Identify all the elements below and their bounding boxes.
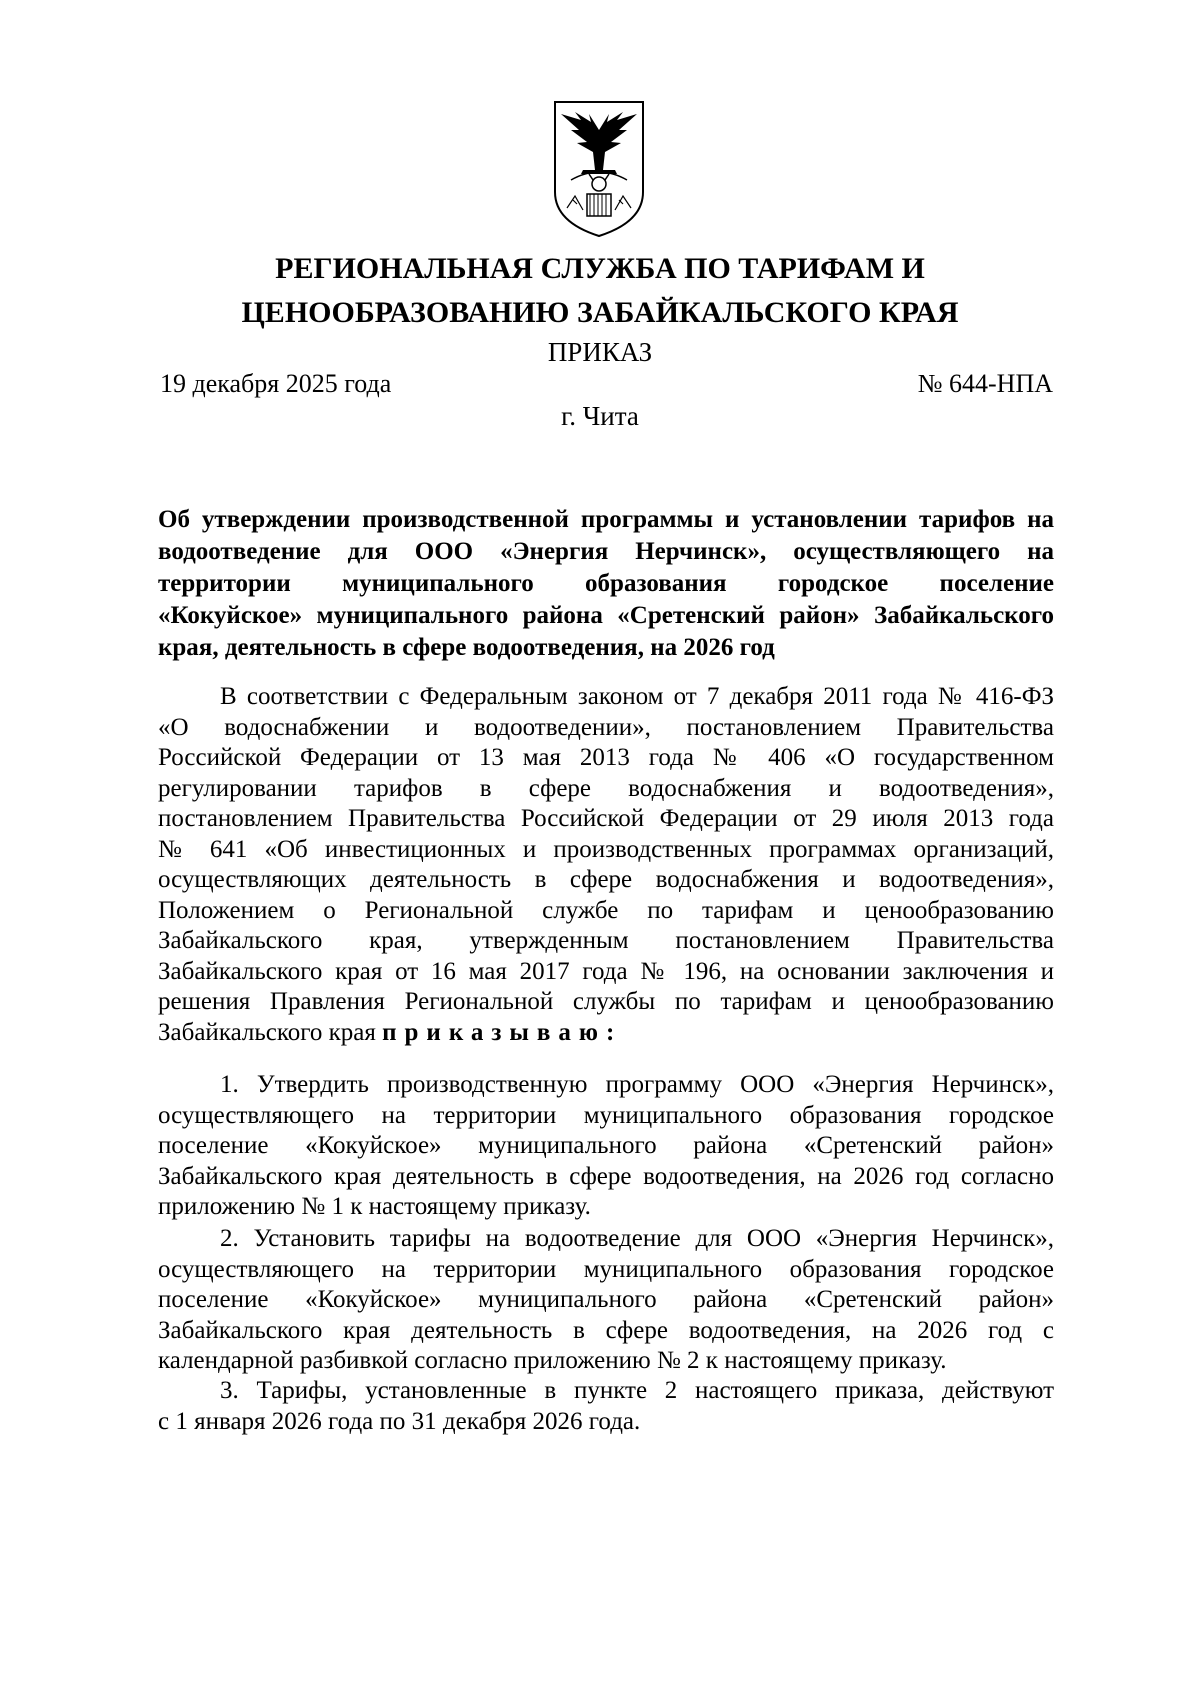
order-item-3 [158,1376,1054,1437]
subject-line: Об утверждении производственной программы и установлении тарифов на [158,506,1054,533]
preamble-line: регулировании тарифов в сфере водоснабжения и водоотведения», [158,774,1054,802]
item-line: с 1 января 2026 года по 31 декабря 2026 года. [158,1407,641,1435]
preamble-line: решения Правления Региональной службы по тарифам и ценообразованию [158,988,1054,1015]
item-line: поселение «Кокуйское» муниципального района «Сретенский район» [158,1132,1054,1159]
preamble-line: В соответствии с Федеральным законом от 7 декабря 2011 года № 416-ФЗ [220,683,1054,710]
item-line: Забайкальского края деятельность в сфере водоотведения, на 2026 год с [158,1316,1054,1344]
item-line: Забайкальского края деятельность в сфере водоотведения, на 2026 год согласно [158,1162,1054,1190]
item-line: 1. Утвердить производственную программу ООО «Энергия Нерчинск», [220,1071,1054,1098]
document-date: 19 декабря 2025 года [160,369,392,398]
subject-line: края, деятельность в сфере водоотведения, на 2026 год [158,634,775,661]
preamble-line: Российской Федерации от 13 мая 2013 года № 406 «О государственном [158,744,1054,771]
order-word: приказываю: [382,1018,623,1046]
document-number: № 644-НПА [917,369,1053,398]
preamble-line: осуществляющих деятельность в сфере водоснабжения и водоотведения», [158,866,1054,893]
preamble-line [158,1018,1054,1049]
item-line: 3. Тарифы, установленные в пункте 2 настоящего приказа, действуют [220,1377,1054,1404]
agency-title-line: РЕГИОНАЛЬНАЯ СЛУЖБА ПО ТАРИФАМ И [275,252,925,285]
item-line: приложению № 1 к настоящему приказу. [158,1193,591,1220]
preamble-line: «О водоснабжении и водоотведении», постановлением Правительства [158,713,1054,741]
preamble-line: Положением о Региональной службе по тарифам и ценообразованию [158,896,1054,924]
item-line: осуществляющего на территории муниципального образования городское [158,1101,1054,1129]
agency-title-line: ЦЕНООБРАЗОВАНИЮ ЗАБАЙКАЛЬСКОГО КРАЯ [241,296,959,329]
order-item-1 [158,1070,1054,1223]
subject-line: территории муниципального образования городское поселение [158,570,1054,597]
preamble-line: постановлением Правительства Российской Федерации от 29 июля 2013 года [158,805,1054,832]
preamble-line: Забайкальского края от 16 мая 2017 года № 196, на основании заключения и [158,957,1054,985]
item-line: календарной разбивкой согласно приложению № 2 к настоящему приказу. [158,1347,947,1374]
preamble-line: № 641 «Об инвестиционных и производственных программах организаций, [158,835,1054,863]
subject-line: водоотведение для ООО «Энергия Нерчинск», осуществляющего на [158,538,1054,565]
preamble-line: Забайкальского края, утвержденным постановлением Правительства [158,927,1054,954]
preamble-paragraph [158,682,1054,1048]
document-city: г. Чита [561,401,639,431]
subject-line: «Кокуйское» муниципального района «Сретенский район» Забайкальского [158,602,1054,629]
document-type: ПРИКАЗ [547,337,653,367]
coat-of-arms-icon [553,100,645,238]
preamble-last-prefix: Забайкальского края [158,1018,376,1046]
item-line: 2. Установить тарифы на водоотведение для ООО «Энергия Нерчинск», [220,1225,1054,1252]
item-line: осуществляющего на территории муниципального образования городское [158,1255,1054,1283]
item-line: поселение «Кокуйское» муниципального района «Сретенский район» [158,1286,1054,1313]
document-subject [158,504,1054,664]
agency-title [150,247,1050,335]
order-item-2 [158,1224,1054,1377]
